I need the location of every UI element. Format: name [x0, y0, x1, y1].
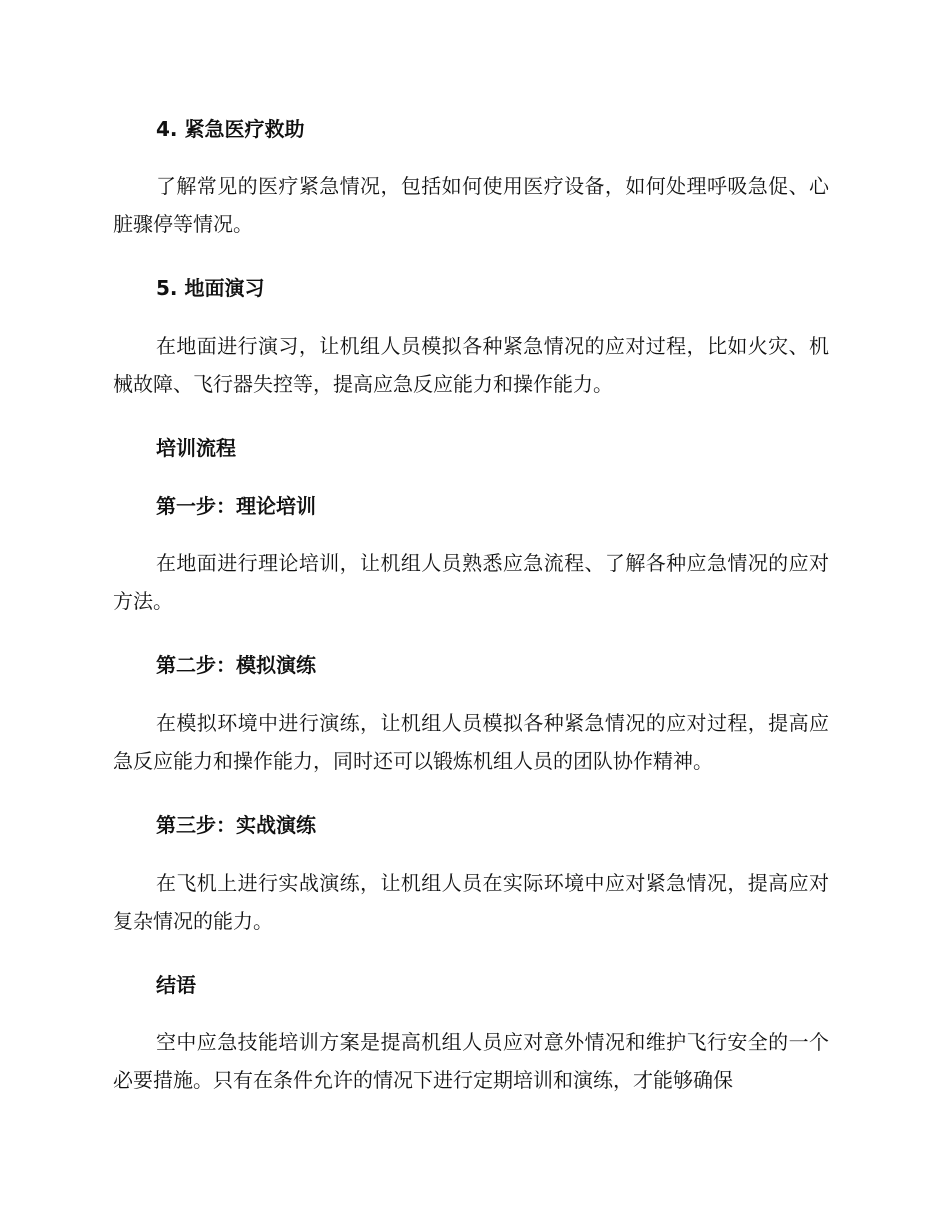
conclusion-text: 空中应急技能培训方案是提高机组人员应对意外情况和维护飞行安全的一个必要措施。只有在条件允许的情况下进行定期培训和演练，才能够确保: [113, 1030, 829, 1092]
step-text-theory: 在地面进行理论培训，让机组人员熟悉应急流程、了解各种应急情况的应对方法。: [113, 551, 829, 613]
step-heading-theory: 第一步：理论培训: [156, 494, 316, 518]
section-heading-emergency-medical: 4. 紧急医疗救助: [156, 117, 305, 141]
step-heading-live-drill: 第三步：实战演练: [156, 813, 316, 837]
step-text-live-drill: 在飞机上进行实战演练，让机组人员在实际环境中应对紧急情况，提高应对复杂情况的能力。: [113, 871, 829, 933]
step-text-simulation: 在模拟环境中进行演练，让机组人员模拟各种紧急情况的应对过程，提高应急反应能力和操作能力，同时还可以锻炼机组人员的团队协作精神。: [113, 711, 829, 773]
section-text-emergency-medical: 了解常见的医疗紧急情况，包括如何使用医疗设备，如何处理呼吸急促、心脏骤停等情况。: [113, 174, 829, 236]
section-text-ground-drill: 在地面进行演习，让机组人员模拟各种紧急情况的应对过程，比如火灾、机械故障、飞行器失控等，提高应急反应能力和操作能力。: [113, 334, 829, 396]
training-process-title: 培训流程: [156, 436, 236, 460]
conclusion-title: 结语: [156, 973, 196, 997]
step-heading-simulation: 第二步：模拟演练: [156, 653, 316, 677]
section-heading-ground-drill: 5. 地面演习: [156, 276, 265, 300]
